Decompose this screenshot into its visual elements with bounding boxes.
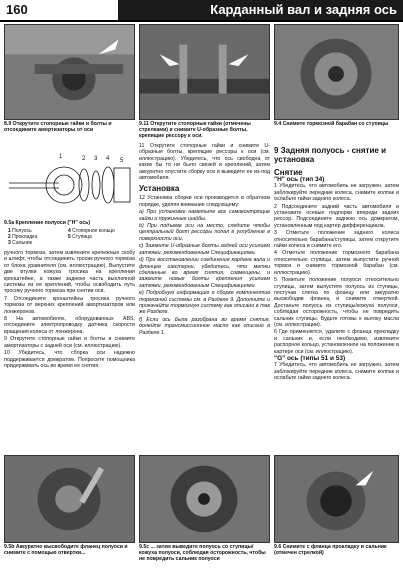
caption-9-5b: 9.5b Аккуратно высвободите фланец полуоси и снимите с помощью отвертки... (4, 544, 128, 556)
photo-8-9 (4, 24, 135, 120)
page-number: 160 (6, 2, 28, 17)
photo-9-11 (139, 24, 270, 120)
photo-9-5b (4, 455, 135, 543)
svg-text:3: 3 (94, 156, 98, 162)
section-9-heading: 9 Задняя полуось - снятие и установка (274, 146, 386, 164)
svg-text:2: 2 (82, 156, 86, 162)
column-1-text: ручного тормоза, затем извлеките крепежные скобу и штифт, чтобы отсоединить тросик ручного тормоза от блока уравнителя (см. иллюстрацию). Выпустите две втулки кожуха тросика на креплении кронштейне, а также заднюю часть выхлопной системы из ее креплений, чтобы освободить путь тросику ручного тормоза при снятии оси. 7 Отсоедините кронштейны тросика ручного тормоза от верхних креплений амортизаторов или лонжеронов. 8 На автомобилях, оборудованных ABS, отсоедините электропроводку датчика скорости вращения колеса от лонжерона. 9 Открутите стопорные гайки и болты и снимите амортизаторы с задней оси (см. иллюстрацию). 10 Убедитесь, что сборка оси надежно поддерживается домкратом. Попросите помощника придерживать ось во время ее снятия. (4, 250, 135, 369)
column-3-text: Снятие "Н" ось (тип 34) 1 Убедитесь, что автомобиль не загружен, затем заблокируйте передние колеса, снимите колпак и ослабьте гайки заднего колеса. 2 Подсоедините задний часть автомобиля и установите осевые подпорки впереди задних рессор. Подсоедините заднюю ось домкратом, установленным под картер дифференциала. 3 Отметьте положение заднего колеса относительно барабана/ступицы, затем открутите гайки колеса и снимите его. 4 Отметьте положение тормозного барабана относительно ступицы, затем выпустите ручной тормоз и снимите тормозной барабан (см. иллюстрацию). 5 Пометьте положение полуоси относительно ступицы, затем выпустите полуось из ступицы, постучав слегка по фланцу или аккуратно высвободив фланец и снимите отверткой. Достаньте полуось из ступицы/кожуха полуоси, соблюдая осторожность, чтобы не повредить сальник ступицы. Будьте готовы к вытоку масла (см. иллюстрации). 6 Где применяется, удалите с фланца прокладку и сальник и, если необходимо, извлеките распорное кольцо, установленное на положение в картере оси (см. иллюстрацию). "G" ось (типы 51 и 53) 7 Убедитесь, что автомобиль не загружен, затем заблокируйте передние колеса, снимите колпак и ослабьте гайки заднего колеса. (274, 168, 399, 382)
legend: 1 Полуось 4 Стопорное кольцо 2 Прокладка 5 Ступица 3 Сальник (8, 228, 115, 246)
svg-text:1: 1 (59, 154, 63, 160)
caption-9-5a: 9.5а Крепление полуоси ("Н" ось) (4, 220, 91, 226)
caption-9-6: 9.6 Снимите с фланца прокладку и сальник (отмечен стрелкой) (274, 544, 387, 556)
caption-9-4: 9.4 Снимите тормозной барабан со ступицы (274, 121, 389, 127)
diagram-9-5a (4, 138, 135, 220)
photo-9-4 (274, 24, 399, 120)
caption-9-11: 9.11 Открутите стопорные гайки (отмечены стрелками) и снимите U-образные болты, крепящие рессору к оси. (139, 121, 251, 139)
caption-9-5c: 9.5с ... затем выведите полуось со ступицы/кожуха полуоси, соблюдая осторожность, чтобы не повредить сальник полуоси (139, 544, 266, 562)
axle-type-h: "Н" ось (тип 34) (274, 176, 325, 183)
axle-type-g: "G" ось (типы 51 и 53) (274, 354, 346, 362)
section-ustanovka: Установка (139, 184, 180, 194)
svg-text:5: 5 (120, 158, 124, 164)
photo-9-6 (274, 455, 399, 543)
svg-text:4: 4 (106, 156, 110, 162)
caption-8-9: 8.9 Открутите стопорные гайки и болты и отсоедините амортизаторы от оси (4, 121, 112, 133)
photo-9-5c (139, 455, 270, 543)
column-2-text: 11 Открутите стопорные гайки и снимите U-образные болты, крепящие рессоры к оси (см. иллюстрацию). Убедитесь, что ось свободна от каких бы то ни было связей и креплений, затем аккуратно опустите сборку оси и выведите ее из-под автомобиля. Установка 12 Установка сборки оси производится в обратном порядке, уделяя внимание следующему: a) При установке наметьте все самоконтрящие гайки и пружинные шайбы. b) При подъеме оси на место, следите чтобы центральный болт рессоры попал в углубление в поверхности оси. c) Зажмите U-образные болты задней оси усилием затяжки, рекомендованным Спецификациями. d) При восстановлении соединения кардана вала и фланцев шестерни, убедитесь, что метки сделанные во время снятия, совмещены, и зажмите новые болты крепления усилием затяжки, рекомендованным Спецификациями. e) Подробную информацию о сборке компонентов тормозной системы см. в Разделе 9. Дополните и прокачайте тормозную систему как описано в так же Разделе. f) Если ось была разобрана во время снятия, долейте трансмиссионное масло как описано в Разделе 1. (139, 143, 270, 336)
subsection-snyatie: Снятие (274, 168, 303, 177)
chapter-title: Карданный вал и задняя ось (118, 0, 403, 20)
